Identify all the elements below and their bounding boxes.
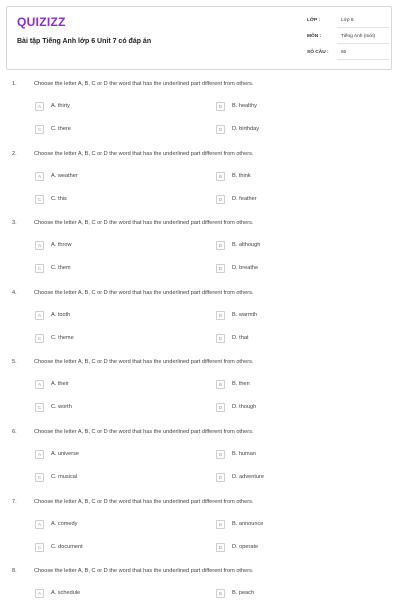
option-letter-box[interactable]: B xyxy=(216,311,225,320)
option-label: A. their xyxy=(51,381,69,387)
answer-option[interactable] xyxy=(216,543,366,553)
question-prompt: Choose the letter A, B, C or D the word that has the underlined part different from others. xyxy=(34,151,254,157)
option-letter-box[interactable]: A xyxy=(35,102,44,111)
option-label: C. this xyxy=(51,196,67,202)
option-letter-box[interactable]: D xyxy=(216,334,225,343)
option-label: B. although xyxy=(232,242,261,248)
option-letter-box[interactable]: A xyxy=(35,380,44,389)
option-label: D. that xyxy=(232,335,249,341)
option-letter-box[interactable]: A xyxy=(35,311,44,320)
worksheet-meta xyxy=(307,7,393,71)
answer-option[interactable] xyxy=(35,450,185,460)
option-label: B. then xyxy=(232,381,250,387)
option-letter-box[interactable]: A xyxy=(35,172,44,181)
option-letter-box[interactable]: C xyxy=(35,264,44,273)
option-label: D. operate xyxy=(232,544,259,550)
option-letter-box[interactable]: B xyxy=(216,102,225,111)
option-label: C. them xyxy=(51,265,71,271)
option-letter-box[interactable]: A xyxy=(35,450,44,459)
option-letter-box[interactable]: B xyxy=(216,380,225,389)
option-label: D. breathe xyxy=(232,265,259,271)
answer-option[interactable] xyxy=(35,241,185,251)
option-letter-box[interactable]: C xyxy=(35,473,44,482)
answer-option[interactable] xyxy=(35,520,185,530)
meta-underline xyxy=(337,43,389,44)
question-item xyxy=(0,499,400,569)
answer-option[interactable] xyxy=(35,403,185,413)
answer-option[interactable] xyxy=(216,380,366,390)
option-letter-box[interactable]: D xyxy=(216,543,225,552)
option-letter-box[interactable]: A xyxy=(35,520,44,529)
question-number: 8. xyxy=(12,568,17,574)
option-letter-box[interactable]: B xyxy=(216,520,225,529)
answer-option[interactable] xyxy=(216,520,366,530)
meta-underline xyxy=(337,27,389,28)
answer-option[interactable] xyxy=(216,311,366,321)
meta-value: 60 xyxy=(341,50,347,55)
answer-option[interactable] xyxy=(216,589,366,599)
meta-row-grade xyxy=(307,15,393,28)
option-letter-box[interactable]: D xyxy=(216,195,225,204)
question-prompt: Choose the letter A, B, C or D the word that has the underlined part different from others. xyxy=(34,499,254,505)
question-item xyxy=(0,290,400,360)
option-letter-box[interactable]: B xyxy=(216,589,225,598)
option-label: A. throw xyxy=(51,242,72,248)
option-letter-box[interactable]: D xyxy=(216,264,225,273)
answer-option[interactable] xyxy=(216,264,366,274)
answer-option[interactable] xyxy=(35,543,185,553)
option-label: D. feather xyxy=(232,196,257,202)
answer-option[interactable] xyxy=(35,125,185,135)
option-letter-box[interactable]: D xyxy=(216,125,225,134)
answer-option[interactable] xyxy=(35,264,185,274)
option-label: B. think xyxy=(232,173,251,179)
option-label: A. schedule xyxy=(51,590,81,596)
meta-row-subject xyxy=(307,31,393,44)
option-label: A. comedy xyxy=(51,521,78,527)
meta-value: Lớp 6 xyxy=(341,18,354,23)
answer-option[interactable] xyxy=(216,125,366,135)
answer-option[interactable] xyxy=(35,311,185,321)
question-item xyxy=(0,568,400,600)
question-prompt: Choose the letter A, B, C or D the word that has the underlined part different from others. xyxy=(34,220,254,226)
question-prompt: Choose the letter A, B, C or D the word that has the underlined part different from others. xyxy=(34,568,254,574)
answer-option[interactable] xyxy=(216,172,366,182)
answer-option[interactable] xyxy=(216,195,366,205)
question-number: 7. xyxy=(12,499,17,505)
answer-option[interactable] xyxy=(216,334,366,344)
option-label: A. universe xyxy=(51,451,79,457)
option-letter-box[interactable]: A xyxy=(35,241,44,250)
answer-option[interactable] xyxy=(216,473,366,483)
answer-option[interactable] xyxy=(35,473,185,483)
quizizz-logo: QUIZIZZ xyxy=(17,15,66,29)
option-label: A. weather xyxy=(51,173,78,179)
question-prompt: Choose the letter A, B, C or D the word that has the underlined part different from others. xyxy=(34,429,254,435)
question-prompt: Choose the letter A, B, C or D the word that has the underlined part different from others. xyxy=(34,290,254,296)
option-label: D. birthday xyxy=(232,126,260,132)
option-letter-box[interactable]: D xyxy=(216,403,225,412)
answer-option[interactable] xyxy=(216,102,366,112)
question-prompt: Choose the letter A, B, C or D the word that has the underlined part different from others. xyxy=(34,81,254,87)
question-prompt: Choose the letter A, B, C or D the word that has the underlined part different from others. xyxy=(34,359,254,365)
question-item xyxy=(0,81,400,151)
question-number: 2. xyxy=(12,151,17,157)
option-letter-box[interactable]: D xyxy=(216,473,225,482)
option-label: C. musical xyxy=(51,474,78,480)
option-label: A. tooth xyxy=(51,312,71,318)
answer-option[interactable] xyxy=(216,403,366,413)
answer-option[interactable] xyxy=(35,589,185,599)
option-label: D. though xyxy=(232,404,257,410)
answer-option[interactable] xyxy=(216,241,366,251)
option-letter-box[interactable]: B xyxy=(216,450,225,459)
question-number: 5. xyxy=(12,359,17,365)
option-label: D. adventure xyxy=(232,474,265,480)
option-letter-box[interactable]: B xyxy=(216,241,225,250)
option-label: C. theme xyxy=(51,335,74,341)
meta-key: SỐ CÂU : xyxy=(307,50,329,55)
answer-option[interactable] xyxy=(35,195,185,205)
option-label: A. thirty xyxy=(51,103,70,109)
question-number: 3. xyxy=(12,220,17,226)
answer-option[interactable] xyxy=(35,380,185,390)
option-letter-box[interactable]: C xyxy=(35,195,44,204)
question-item xyxy=(0,220,400,290)
answer-option[interactable] xyxy=(216,450,366,460)
option-label: C. document xyxy=(51,544,83,550)
question-item xyxy=(0,359,400,429)
option-label: B. peach xyxy=(232,590,255,596)
option-label: B. warmth xyxy=(232,312,258,318)
worksheet-header xyxy=(6,6,392,70)
option-letter-box[interactable]: C xyxy=(35,543,44,552)
option-label: B. human xyxy=(232,451,256,457)
answer-option[interactable] xyxy=(35,334,185,344)
option-letter-box[interactable]: C xyxy=(35,334,44,343)
question-item xyxy=(0,429,400,499)
worksheet-title: Bài tập Tiếng Anh lớp 6 Unit 7 có đáp án xyxy=(17,38,152,45)
meta-key: MÔN : xyxy=(307,34,322,39)
question-item xyxy=(0,151,400,221)
option-letter-box[interactable]: C xyxy=(35,125,44,134)
option-letter-box[interactable]: C xyxy=(35,403,44,412)
option-label: C. there xyxy=(51,126,71,132)
question-number: 1. xyxy=(12,81,17,87)
option-label: B. announce xyxy=(232,521,264,527)
meta-value: Tiếng Anh (mới) xyxy=(341,34,376,39)
option-label: B. healthy xyxy=(232,103,257,109)
answer-option[interactable] xyxy=(35,172,185,182)
answer-option[interactable] xyxy=(35,102,185,112)
option-letter-box[interactable]: A xyxy=(35,589,44,598)
meta-underline xyxy=(337,59,389,60)
meta-row-question-count xyxy=(307,47,393,60)
meta-key: LỚP : xyxy=(307,18,321,23)
option-label: C. worth xyxy=(51,404,72,410)
option-letter-box[interactable]: B xyxy=(216,172,225,181)
question-number: 4. xyxy=(12,290,17,296)
question-number: 6. xyxy=(12,429,17,435)
